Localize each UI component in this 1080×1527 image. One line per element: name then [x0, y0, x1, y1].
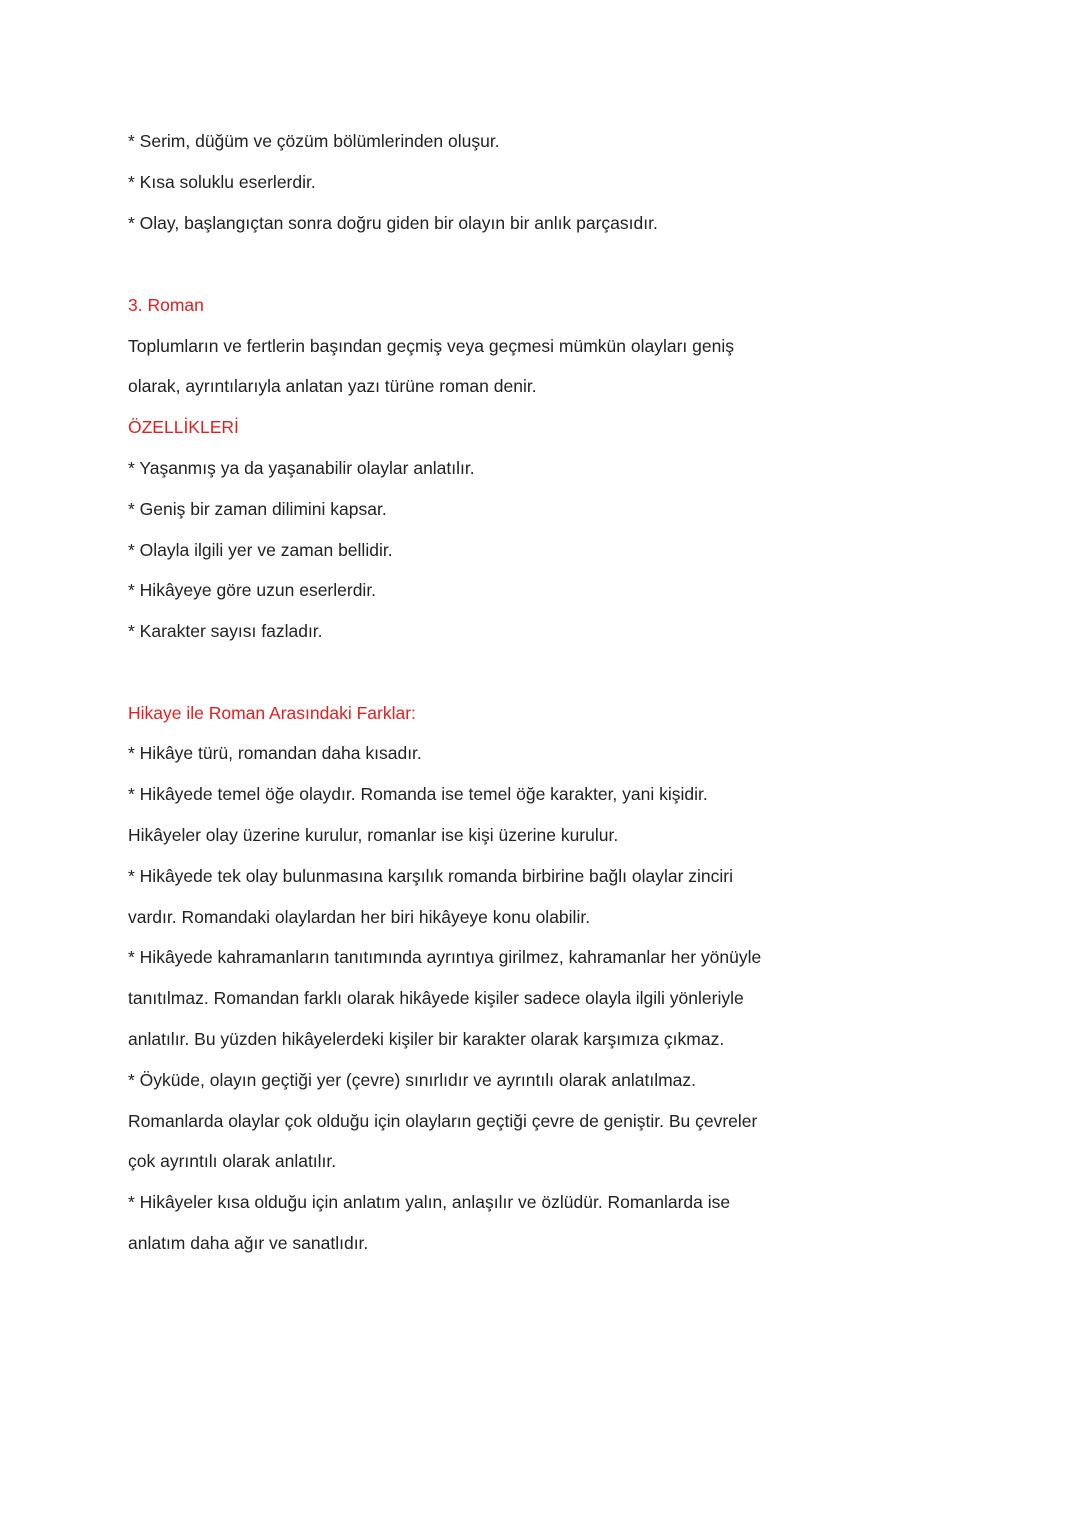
difference-line: * Hikâyede kahramanların tanıtımında ayrıntıya girilmez, kahramanlar her yönüyle	[128, 947, 762, 967]
features-heading: ÖZELLİKLERİ	[128, 417, 239, 437]
difference-line: Romanlarda olaylar çok olduğu için olayların geçtiği çevre de geniştir. Bu çevreler	[128, 1111, 758, 1131]
intro-item: * Olay, başlangıçtan sonra doğru giden bir olayın bir anlık parçasıdır.	[128, 213, 658, 233]
feature-item: * Geniş bir zaman dilimini kapsar.	[128, 499, 387, 519]
difference-line: vardır. Romandaki olaylardan her biri hikâyeye konu olabilir.	[128, 907, 591, 927]
feature-item: * Karakter sayısı fazladır.	[128, 621, 323, 641]
feature-item: * Yaşanmış ya da yaşanabilir olaylar anlatılır.	[128, 458, 475, 478]
feature-item: * Olayla ilgili yer ve zaman bellidir.	[128, 540, 393, 560]
difference-line: * Hikâyeler kısa olduğu için anlatım yalın, anlaşılır ve özlüdür. Romanlarda ise	[128, 1192, 731, 1212]
roman-definition-line: Toplumların ve fertlerin başından geçmiş veya geçmesi mümkün olayları geniş	[128, 336, 734, 356]
roman-definition-line: olarak, ayrıntılarıyla anlatan yazı türüne roman denir.	[128, 376, 537, 396]
difference-line: Hikâyeler olay üzerine kurulur, romanlar ise kişi üzerine kurulur.	[128, 825, 619, 845]
differences-heading: Hikaye ile Roman Arasındaki Farklar:	[128, 703, 416, 723]
difference-line: * Hikâyede temel öğe olaydır. Romanda ise temel öğe karakter, yani kişidir.	[128, 784, 708, 804]
difference-line: anlatım daha ağır ve sanatlıdır.	[128, 1233, 369, 1253]
difference-line: tanıtılmaz. Romandan farklı olarak hikâyede kişiler sadece olayla ilgili yönleriyle	[128, 988, 744, 1008]
feature-item: * Hikâyeye göre uzun eserlerdir.	[128, 580, 377, 600]
intro-item: * Serim, düğüm ve çözüm bölümlerinden oluşur.	[128, 131, 500, 151]
intro-item: * Kısa soluklu eserlerdir.	[128, 172, 316, 192]
difference-line: * Hikâyede tek olay bulunmasına karşılık romanda birbirine bağlı olaylar zinciri	[128, 866, 734, 886]
section-heading-roman: 3. Roman	[128, 295, 204, 315]
difference-line: anlatılır. Bu yüzden hikâyelerdeki kişiler bir karakter olarak karşımıza çıkmaz.	[128, 1029, 725, 1049]
difference-line: çok ayrıntılı olarak anlatılır.	[128, 1151, 337, 1171]
difference-line: * Öyküde, olayın geçtiği yer (çevre) sınırlıdır ve ayrıntılı olarak anlatılmaz.	[128, 1070, 696, 1090]
difference-line: * Hikâye türü, romandan daha kısadır.	[128, 743, 422, 763]
